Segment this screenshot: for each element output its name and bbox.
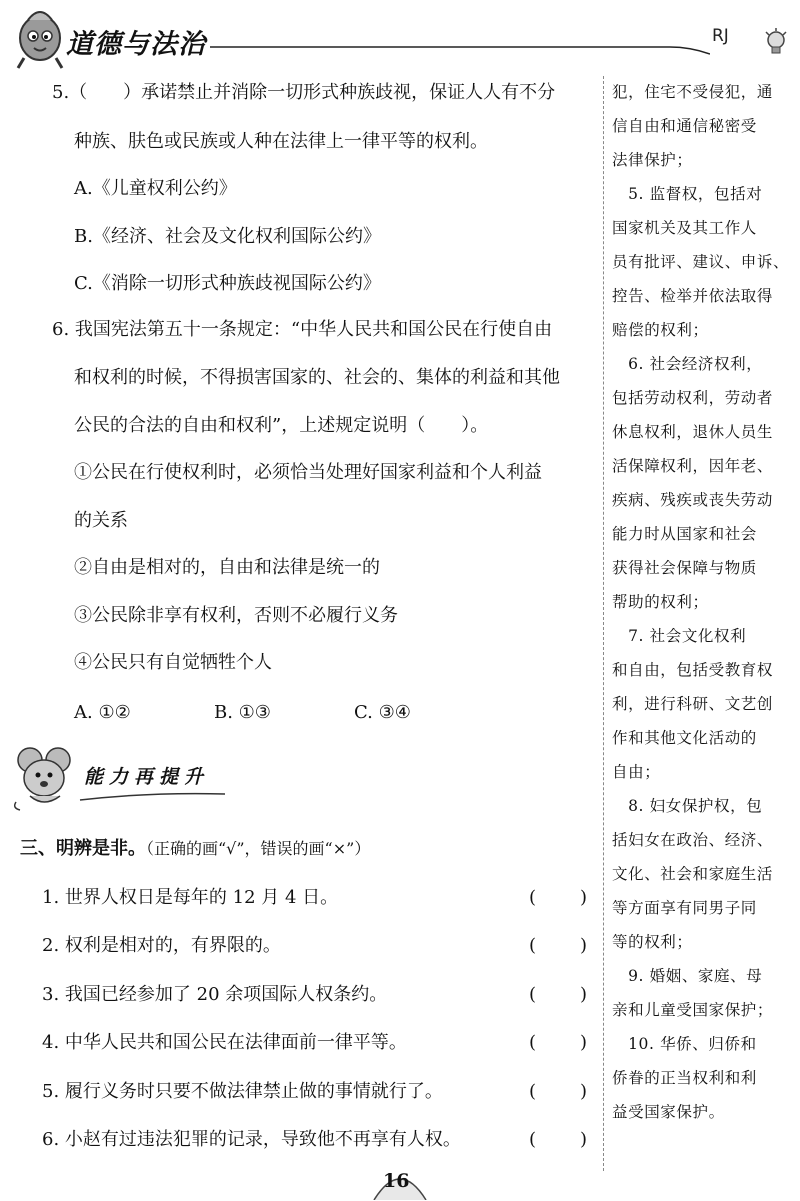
section3-heading-text: 三、明辨是非。: [20, 838, 146, 859]
sidebar-line: 等的权利；: [612, 933, 693, 951]
answer-paren-close: ): [580, 935, 588, 956]
answer-paren-open[interactable]: (: [529, 887, 537, 908]
q6-statement-4: ④公民只有自觉牺牲个人: [74, 652, 272, 673]
sidebar-line: 益受国家保护。: [612, 1103, 725, 1121]
judge-item-5: 5. 履行义务时只要不做法律禁止做的事情就行了。: [42, 1081, 443, 1102]
sidebar-line: 国家机关及其工作人: [612, 219, 757, 237]
q5-option-b: B.《经济、社会及文化权利国际公约》: [74, 226, 381, 247]
q6-statement-2: ②自由是相对的，自由和法律是统一的: [74, 557, 380, 578]
answer-paren-open[interactable]: (: [529, 935, 537, 956]
q6-option-b: B. ①③: [214, 702, 271, 723]
sidebar-line: 能力时从国家和社会: [612, 525, 757, 543]
answer-paren-open[interactable]: (: [529, 984, 537, 1005]
q6-statement-1-line1: ①公民在行使权利时，必须恰当处理好国家利益和个人利益: [74, 462, 542, 483]
sidebar-line: 文化、社会和家庭生活: [612, 865, 774, 883]
answer-paren-close: ): [580, 1032, 588, 1053]
answer-paren-close: ): [580, 1081, 588, 1102]
sidebar-line: 8. 妇女保护权，包: [612, 797, 763, 815]
sidebar-line: 犯，住宅不受侵犯，通: [612, 83, 774, 101]
sidebar-line: 信自由和通信秘密受: [612, 117, 757, 135]
section3-instruction: （正确的画“√”，错误的画“×”）: [146, 839, 371, 858]
q6-line3: 公民的合法的自由和权利”，上述规定说明（ ）。: [74, 415, 489, 436]
mascot-icon: [12, 8, 68, 72]
sidebar-line: 自由；: [612, 763, 661, 781]
sidebar-line: 疾病、残疾或丧失劳动: [612, 491, 774, 509]
q6-statement-1-line2: 的关系: [74, 510, 128, 531]
series-title: 道德与法治: [66, 29, 206, 60]
page-number: 16: [383, 1170, 410, 1192]
sidebar-line: 包括劳动权利，劳动者: [612, 389, 774, 407]
q5-line2: 种族、肤色或民族或人种在法律上一律平等的权利。: [74, 131, 488, 152]
q6-option-a: A. ①②: [74, 702, 131, 723]
sidebar-line: 控告、检举并依法取得: [612, 287, 774, 305]
judge-item-3: 3. 我国已经参加了 20 余项国际人权条约。: [42, 984, 388, 1005]
sidebar-line: 获得社会保障与物质: [612, 559, 757, 577]
section3-heading: [20, 838, 370, 860]
sidebar-line: 活保障权利，因年老、: [612, 457, 774, 475]
judge-item-4: 4. 中华人民共和国公民在法律面前一律平等。: [42, 1032, 407, 1053]
sidebar-line: 5. 监督权，包括对: [612, 185, 763, 203]
sidebar-line: 10. 华侨、归侨和: [612, 1035, 757, 1053]
judge-item-1: 1. 世界人权日是每年的 12 月 4 日。: [42, 887, 339, 908]
answer-paren-close: ): [580, 1129, 588, 1150]
q6-line1: 6. 我国宪法第五十一条规定：“中华人民共和国公民在行使自由: [52, 319, 553, 340]
answer-paren-close: ): [580, 984, 588, 1005]
sidebar-line: 赔偿的权利；: [612, 321, 709, 339]
page-header: [0, 0, 800, 78]
column-divider: [603, 76, 604, 1171]
q5-option-c: C.《消除一切形式种族歧视国际公约》: [74, 273, 381, 294]
lightbulb-icon: [763, 28, 789, 58]
header-rule: [210, 44, 710, 56]
section-banner-title: 能力再提升: [84, 766, 210, 788]
answer-paren-close: ): [580, 887, 588, 908]
sidebar-line: 9. 婚姻、家庭、母: [612, 967, 763, 985]
q5-line1: 5.（ ）承诺禁止并消除一切形式种族歧视，保证人人有不分: [52, 82, 556, 103]
judge-item-6: 6. 小赵有过违法犯罪的记录，导致他不再享有人权。: [42, 1129, 461, 1150]
q6-option-c: C. ③④: [354, 702, 411, 723]
sidebar-line: 和自由，包括受教育权: [612, 661, 774, 679]
answer-paren-open[interactable]: (: [529, 1032, 537, 1053]
sidebar-line: 利，进行科研、文艺创: [612, 695, 774, 713]
q6-line2: 和权利的时候，不得损害国家的、社会的、集体的利益和其他: [74, 367, 560, 388]
sidebar-line: 7. 社会文化权利: [612, 627, 747, 645]
sidebar-line: 亲和儿童受国家保护；: [612, 1001, 774, 1019]
sidebar-line: 法律保护；: [612, 151, 693, 169]
sidebar-line: 帮助的权利；: [612, 593, 709, 611]
sidebar-line: 6. 社会经济权利，: [612, 355, 763, 373]
judge-item-2: 2. 权利是相对的，有界限的。: [42, 935, 281, 956]
edition-label: RJ: [712, 26, 729, 46]
answer-paren-open[interactable]: (: [529, 1129, 537, 1150]
answer-paren-open[interactable]: (: [529, 1081, 537, 1102]
sidebar-line: 等方面享有同男子同: [612, 899, 757, 917]
q5-option-a: A.《儿童权利公约》: [74, 178, 237, 199]
sidebar-line: 休息权利，退休人员生: [612, 423, 774, 441]
q6-statement-3: ③公民除非享有权利，否则不必履行义务: [74, 605, 398, 626]
sidebar-line: 侨眷的正当权利和利: [612, 1069, 757, 1087]
sidebar-line: 员有批评、建议、申诉、: [612, 253, 790, 271]
sidebar-line: 作和其他文化活动的: [612, 729, 757, 747]
sidebar-line: 括妇女在政治、经济、: [612, 831, 774, 849]
